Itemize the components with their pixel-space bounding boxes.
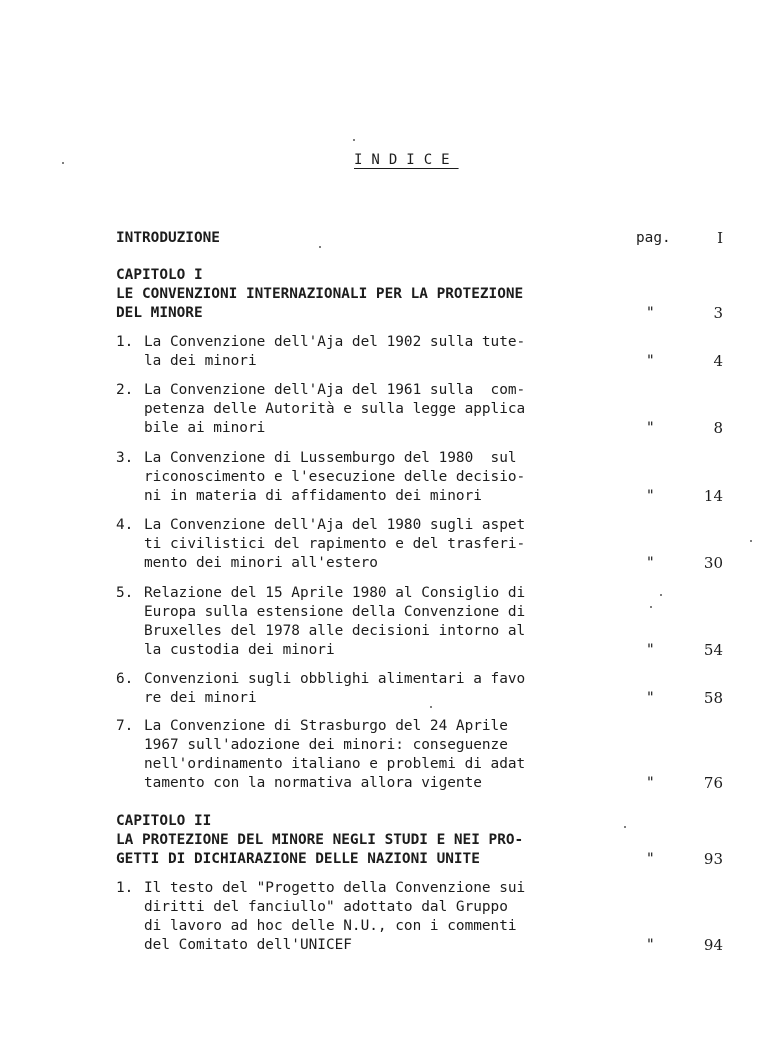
entry-line: Bruxelles del 1978 alle decisioni intorno al: [144, 623, 526, 639]
entry-page-number: 58: [703, 689, 723, 707]
entry-line: tamento con la normativa allora vigente: [144, 775, 482, 791]
entry-number: 6.: [116, 671, 134, 687]
entry-line: La Convenzione di Strasburgo del 24 Aprile: [144, 718, 508, 734]
scan-speck: [750, 540, 752, 542]
scan-speck: [624, 826, 626, 828]
ditto-mark: ": [646, 775, 655, 791]
ditto-mark: ": [646, 642, 655, 658]
entry-line: 1967 sull'adozione dei minori: conseguenze: [144, 737, 508, 753]
scan-speck: [319, 246, 321, 248]
ditto-mark: ": [646, 937, 655, 953]
scan-speck: [62, 162, 64, 164]
ditto-mark: ": [646, 488, 655, 504]
entry-line: la custodia dei minori: [144, 642, 335, 658]
entry-line: diritti del fanciullo" adottato dal Gruppo: [144, 899, 508, 915]
entry-line: La Convenzione dell'Aja del 1961 sulla com-: [144, 382, 526, 398]
entry-page-number: 30: [703, 554, 723, 572]
entry-line: la dei minori: [144, 353, 257, 369]
chapter-1-heading: CAPITOLO I: [116, 267, 203, 283]
ditto-mark: ": [646, 851, 655, 867]
entry-line: mento dei minori all'estero: [144, 555, 378, 571]
entry-line: nell'ordinamento italiano e problemi di adat: [144, 756, 526, 772]
ditto-mark: ": [646, 420, 655, 436]
scan-speck: [650, 606, 652, 608]
entry-number: 4.: [116, 517, 134, 533]
page-abbreviation: pag.: [636, 230, 671, 246]
entry-line: petenza delle Autorità e sulla legge applica: [144, 401, 526, 417]
entry-number: 2.: [116, 382, 134, 398]
entry-page-number: 94: [703, 936, 723, 954]
entry-line: La Convenzione dell'Aja del 1902 sulla tute-: [144, 334, 526, 350]
entry-line: La Convenzione dell'Aja del 1980 sugli aspet: [144, 517, 526, 533]
introduction-label: INTRODUZIONE: [116, 230, 220, 246]
chapter-2-title-line: LA PROTEZIONE DEL MINORE NEGLI STUDI E NEI PRO-: [116, 832, 524, 848]
entry-number: 3.: [116, 450, 134, 466]
entry-line: ti civilistici del rapimento e del trasferi-: [144, 536, 526, 552]
entry-line: bile ai minori: [144, 420, 266, 436]
entry-line: del Comitato dell'UNICEF: [144, 937, 352, 953]
entry-page-number: 76: [703, 774, 723, 792]
entry-page-number: 14: [703, 487, 723, 505]
entry-line: Convenzioni sugli obblighi alimentari a favo: [144, 671, 526, 687]
scan-speck: [430, 706, 432, 708]
introduction-page-number: I: [717, 229, 723, 247]
ditto-mark: ": [646, 555, 655, 571]
entry-line: Relazione del 15 Aprile 1980 al Consiglio di: [144, 585, 526, 601]
chapter-1-title-line: LE CONVENZIONI INTERNAZIONALI PER LA PROTEZIONE: [116, 286, 524, 302]
entry-number: 1.: [116, 334, 134, 350]
entry-number: 1.: [116, 880, 134, 896]
entry-line: riconoscimento e l'esecuzione delle decisio-: [144, 469, 526, 485]
entry-line: Il testo del "Progetto della Convenzione sui: [144, 880, 526, 896]
ditto-mark: ": [646, 690, 655, 706]
entry-page-number: 8: [713, 419, 723, 437]
scan-speck: [660, 594, 662, 596]
chapter-2-page-number: 93: [703, 850, 723, 868]
entry-number: 5.: [116, 585, 134, 601]
ditto-mark: ": [646, 305, 655, 321]
page-title: INDICE: [354, 152, 459, 168]
chapter-1-page-number: 3: [713, 304, 723, 322]
entry-line: Europa sulla estensione della Convenzione di: [144, 604, 526, 620]
ditto-mark: ": [646, 353, 655, 369]
entry-page-number: 54: [703, 641, 723, 659]
entry-number: 7.: [116, 718, 134, 734]
entry-page-number: 4: [713, 352, 723, 370]
chapter-2-title-line: GETTI DI DICHIARAZIONE DELLE NAZIONI UNITE: [116, 851, 480, 867]
entry-line: La Convenzione di Lussemburgo del 1980 sul: [144, 450, 517, 466]
entry-line: ni in materia di affidamento dei minori: [144, 488, 482, 504]
chapter-2-heading: CAPITOLO II: [116, 813, 212, 829]
entry-line: di lavoro ad hoc delle N.U., con i commenti: [144, 918, 517, 934]
chapter-1-title-line: DEL MINORE: [116, 305, 203, 321]
entry-line: re dei minori: [144, 690, 257, 706]
scan-speck: [353, 139, 355, 141]
